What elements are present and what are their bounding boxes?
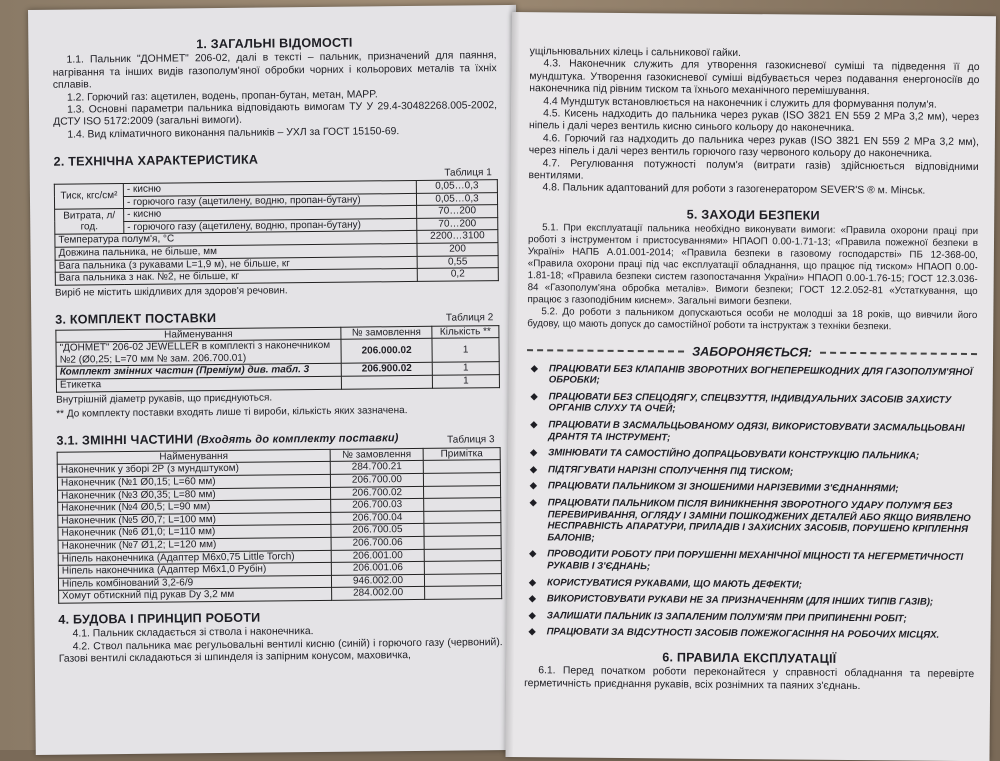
note-cell [424,510,501,523]
s31-title: 3.1. ЗМІННІ ЧАСТИНИ [56,432,194,449]
s5-p1: 5.1. При експлуатації пальника необхідно виконувати вимоги: «Правила охорони праці при роботі з інструментом і пристосуваннями» НПАОП 0.00-1.71-13; «Правила пожежної безпеки в Україні» НАПБ А.01.001-2014; «Правила безпеки в газовому господарстві» ПБ 12-368-00, «Правила охорони праці під час експлуатації обладнання, що працює під тиском» НПАОП 0.00-1.81-18; «Правила безпеки систем газопостачання України» НПАОП 0.00-1.76-15; ГОСТ 12.3.036-84 «Газополум'яна обробка металів». Вимоги безпеки; ГОСТ 12.2.052-81 «Устаткування, що працює з газоподібним киснем». Загальні вимоги безпеки. [527,222,979,308]
value-cell: 70…200 [417,205,498,218]
order-cell [341,375,432,389]
col-header: Найменування [56,327,341,343]
order-cell: 206.700.03 [331,499,424,513]
qty-cell: 1 [432,375,499,388]
note-cell [423,460,500,473]
order-cell: 206.700.06 [331,536,424,550]
param-cell: Довжина пальника, не більше, мм [55,243,417,259]
list-item: ◆ ПІДТЯГУВАТИ НАРІЗНІ СПОЛУЧЕННЯ ПІД ТИСКОМ; [526,464,976,480]
param-cell: - кисню [123,181,416,197]
col-header: № замовлення [341,326,432,340]
left-page [28,5,524,755]
order-cell: 206.700.04 [331,511,424,525]
col-header: № замовлення [330,448,423,462]
order-cell: 206.900.02 [341,363,432,377]
qty-cell: 1 [432,362,499,375]
s1-p2: 1.2. Горючий газ: ацетилен, водень, пропан-бутан, метан, MAPP. [66,88,378,104]
col-header: Кількість ** [432,325,499,338]
forbidden-title: ЗАБОРОНЯЄТЬСЯ: [692,344,813,360]
group-cell: Витрата, л/год. [55,209,124,235]
value-cell: 0,2 [417,268,498,281]
right-page [505,12,995,761]
order-cell: 206.000.02 [341,339,432,364]
divider [820,352,977,355]
value-cell: 200 [417,243,498,256]
list-item: ◆ ЗМІНЮВАТИ ТА САМОСТІЙНО ДОПРАЦЬОВУВАТИ КОНСТРУКЦІЮ ПАЛЬНИКА; [526,447,976,463]
forbidden-list [525,363,977,642]
value-cell: 0,05…0,3 [416,192,497,205]
section-4-title: 4. БУДОВА І ПРИНЦИП РОБОТИ [58,610,261,627]
table-2-caption: Таблиця 2 [445,312,494,324]
list-item: ◆ ПРАЦЮВАТИ БЕЗ СПЕЦОДЯГУ, СПЕЦВЗУТТЯ, ІНДИВІДУАЛЬНИХ ЗАСОБІВ ЗАХИСТУ ОРГАНІВ СЛУХУ ТА ОЧЕЙ; [526,391,976,418]
s4-p1: 4.1. Пальник складається зі ствола і наконечника. [72,626,314,640]
name-cell: "ДОНМЕТ" 206-02 JEWELLER в комплекті з наконечником №2 (Ø0,25; L=70 мм № зам. 206.700.01) [56,339,341,366]
note-cell [425,586,502,599]
section-31-title [56,432,398,449]
order-cell: 206.001.06 [331,562,424,576]
delivery-table [55,325,500,393]
s2-note: Виріб не містить шкідливих для здоров'я речовин. [54,285,288,299]
table-3-caption: Таблиця 3 [447,434,495,447]
name-cell: Наконечник (№3 Ø0,35; L=80 мм) [58,487,331,502]
section-2-title: 2. ТЕХНІЧНА ХАРАКТЕРИСТИКА [53,152,259,169]
order-cell: 206.700.05 [331,524,424,538]
list-item: ◆ ПРАЦЮВАТИ ПАЛЬНИКОМ ПІСЛЯ ВИНИКНЕННЯ ЗВОРОТНОГО УДАРУ ПОЛУМ'Я БЕЗ ПЕРЕВИРИВАННЯ, ОГЛЯДУ І ЗАМІНИ ПОШКОДЖЕНИХ ДЕТАЛЕЙ АБО ЯКЩО ВИЯВЛЕНО НЕСПРАВНІСТЬ АПАРАТУРИ, ПРИЛАДІВ І ЗАХИСНИХ ЗАСОБІВ, ПОРУШЕНО КРІПЛЕННЯ БАЛОНІВ; [525,497,975,547]
name-cell: Етикетка [56,376,341,392]
col-header: Примітка [423,447,500,460]
name-cell: Наконечник (№1 Ø0,15; L=60 мм) [57,474,330,489]
note-cell [424,523,501,536]
s4-cont-p6: 4.8. Пальник адаптований для роботи з газогенератором SEVER'S ® м. Мінськ. [542,182,926,198]
name-cell: Хомут обтискний під рукав Dy 3,2 мм [59,588,332,603]
section-3-title: 3. КОМПЛЕКТ ПОСТАВКИ [55,311,217,327]
param-cell: Температура полум'я, °C [55,231,417,247]
qty-cell: 1 [432,338,499,363]
table-1-caption: Таблиця 1 [444,166,492,179]
note-cell [424,498,501,511]
s1-p4: 1.4. Вид кліматичного виконання пальників – УХЛ за ГОСТ 15150-69. [67,125,400,141]
section-6-title: 6. ПРАВИЛА ЕКСПЛУАТАЦІЇ [662,650,837,666]
order-cell: 284.002.00 [332,587,425,601]
name-cell: Ніпель комбінований 3,2-6/9 [58,575,331,590]
name-cell: Наконечник (№7 Ø1,2; L=120 мм) [58,537,331,552]
spare-parts-table [57,447,503,604]
s4-cont-p1: 4.3. Наконечник служить для утворення газокисневої суміші та підведення її до мундштука. Утворення газокисневої суміші відбувається через подавання енергоносіїв до наконечника під рівним тиском та їхнього механічного перемішування. [529,58,980,98]
s1-p1: 1.1. Пальник "ДОНМЕТ" 206-02, далі в тексті – пальник, призначений для паяння, нагрівання та інших видів газополум'яної обробки чорних і кольорових металів та їхніх сплавів. [52,50,497,91]
s3-note-1: Внутрішній діаметр рукавів, що приєднуються. [56,392,273,406]
list-item: ◆ ПРАЦЮВАТИ БЕЗ КЛАПАНІВ ЗВОРОТНИХ ВОГНЕПЕРЕШКОДНИХ ДЛЯ ГАЗОПОЛУМ'ЯНОЇ ОБРОБКИ; [527,363,977,390]
note-cell [424,573,501,586]
note-cell [423,473,500,486]
name-cell: Ніпель наконечника (Адаптер М6х1,0 Рубін) [58,563,331,578]
list-item: ◆ ПРОВОДИТИ РОБОТУ ПРИ ПОРУШЕННІ МЕХАНІЧНОЇ МІЦНОСТІ ТА НЕГЕРМЕТИЧНОСТІ РУКАВІВ І З'ЄДНАНЬ; [525,549,975,576]
param-cell: Вага пальника з нак. №2, не більше, кг [55,269,417,285]
order-cell: 206.700.02 [331,486,424,500]
list-item: ◆ ПРАЦЮВАТИ В ЗАСМАЛЬЦЬОВАНОМУ ОДЯЗІ, ВИКОРИСТОВУВАТИ ЗАСМАЛЬЦЬОВАНІ ДРАНТЯ ТА ІНСТРУМЕНТ; [526,419,976,446]
list-item: ◆ ПРАЦЮВАТИ ПАЛЬНИКОМ ЗІ ЗНОШЕНИМИ НАРІЗЕВИМИ З'ЄДНАННЯМИ; [526,481,976,497]
s4-cont-p0: ущільнювальних кілець і сальникової гайки. [529,46,741,59]
name-cell: Наконечник у зборі 2Р (з мундштуком) [57,462,330,477]
s6-p1: 6.1. Перед початком роботи переконайтеся у справності обладнання та перевірте герметичність приєднання рукавів, всіх рознімних та паяних з'єднань. [524,665,975,692]
value-cell: 70…200 [417,217,498,230]
s4-cont-p5: 4.7. Регулювання потужності полум'я (витрати газів) здійснюється відповідними вентилями. [528,157,979,182]
param-cell: - кисню [124,206,417,222]
divider [527,350,684,353]
name-cell: Наконечник (№5 Ø0,7; L=100 мм) [58,512,331,527]
forbidden-heading [527,344,977,360]
list-item: ◆ КОРИСТУВАТИСЯ РУКАВАМИ, ЩО МАЮТЬ ДЕФЕКТИ; [525,577,975,593]
s5-p2: 5.2. До роботи з пальником допускаються особи не молодші за 18 років, що вивчили його будову, що мають допуск до самостійної роботи та інструктаж з техніки безпеки. [527,306,978,333]
order-cell: 206.700.00 [330,473,423,487]
col-header: Найменування [57,449,330,464]
section-1-title: 1. ЗАГАЛЬНІ ВІДОМОСТІ [196,35,353,52]
s4-cont-p4: 4.6. Горючий газ надходить до пальника через рукав (ISO 3821 EN 559 2 MPa 3,2 мм), через ніпель і далі через вентиль горючого газу червоного кольору до наконечника. [528,133,979,160]
list-item: ◆ ВИКОРИСТОВУВАТИ РУКАВИ НЕ ЗА ПРИЗНАЧЕННЯМ (ДЛЯ ІНШИХ ТИПІВ ГАЗІВ); [525,593,975,609]
note-cell [424,561,501,574]
tech-table [54,179,499,285]
name-cell: Наконечник (№4 Ø0,5; L=90 мм) [58,500,331,515]
s31-subtitle: (Входять до комплекту поставки) [196,432,399,447]
param-cell: - горючого газу (ацетилену, водню, пропан-бутану) [124,218,417,234]
name-cell: Ніпель наконечника (Адаптер М6х0,75 Little Torch) [58,550,331,565]
note-cell [424,536,501,549]
s3-note-2: ** До комплекту поставки входять лише ті вироби, кількість яких зазначена. [56,405,408,420]
list-item: ◆ ПРАЦЮВАТИ ЗА ВІДСУТНОСТІ ЗАСОБІВ ПОЖЕЖОГАСІННЯ НА РОБОЧИХ МІСЦЯХ. [525,627,975,643]
name-cell: Наконечник (№6 Ø1,0; L=110 мм) [58,525,331,540]
s4-p2: 4.2. Ствол пальника має регульовальні вентилі кисню (синій) і горючого газу (червоний). Газові вентилі складаються зі шпинделя із запірним конусом, маховичка, [58,636,503,665]
s1-p3: 1.3. Основні параметри пальника відповідають вимогам ТУ У 29.4-30482268.005-2002, ДСТУ ISO 5172:2009 (загальні вимоги). [53,100,498,129]
param-cell: - горючого газу (ацетилену, водню, пропан-бутану) [123,193,416,209]
section-5-title: 5. ЗАХОДИ БЕЗПЕКИ [686,207,820,223]
list-item: ◆ ЗАЛИШАТИ ПАЛЬНИК ІЗ ЗАПАЛЕНИМ ПОЛУМ'ЯМ ПРИ ПРИПИНЕННІ РОБІТ; [525,610,975,626]
note-cell [424,548,501,561]
param-cell: Вага пальника (з рукавами L=1,9 м), не більше, кг [55,256,417,272]
value-cell: 0,55 [417,255,498,268]
order-cell: 946.002.00 [331,574,424,588]
order-cell: 284.700.21 [330,461,423,475]
value-cell: 0,05…0,3 [416,180,497,193]
group-cell: Тиск, кгс/см² [54,184,123,210]
value-cell: 2200…3100 [417,230,498,243]
note-cell [424,485,501,498]
s4-cont-p2: 4.4 Мундштук встановлюється на наконечник і служить для формування полум'я. [543,95,937,111]
name-cell: Комплект змінних частин (Преміум) див. табл. 3 [56,364,341,380]
s4-cont-p3: 4.5. Кисень надходить до пальника через рукав (ISO 3821 EN 559 2 MPa 3,2 мм), через ніпель і далі через вентиль кисню синього кольору до наконечника. [528,108,980,135]
order-cell: 206.001.00 [331,549,424,563]
